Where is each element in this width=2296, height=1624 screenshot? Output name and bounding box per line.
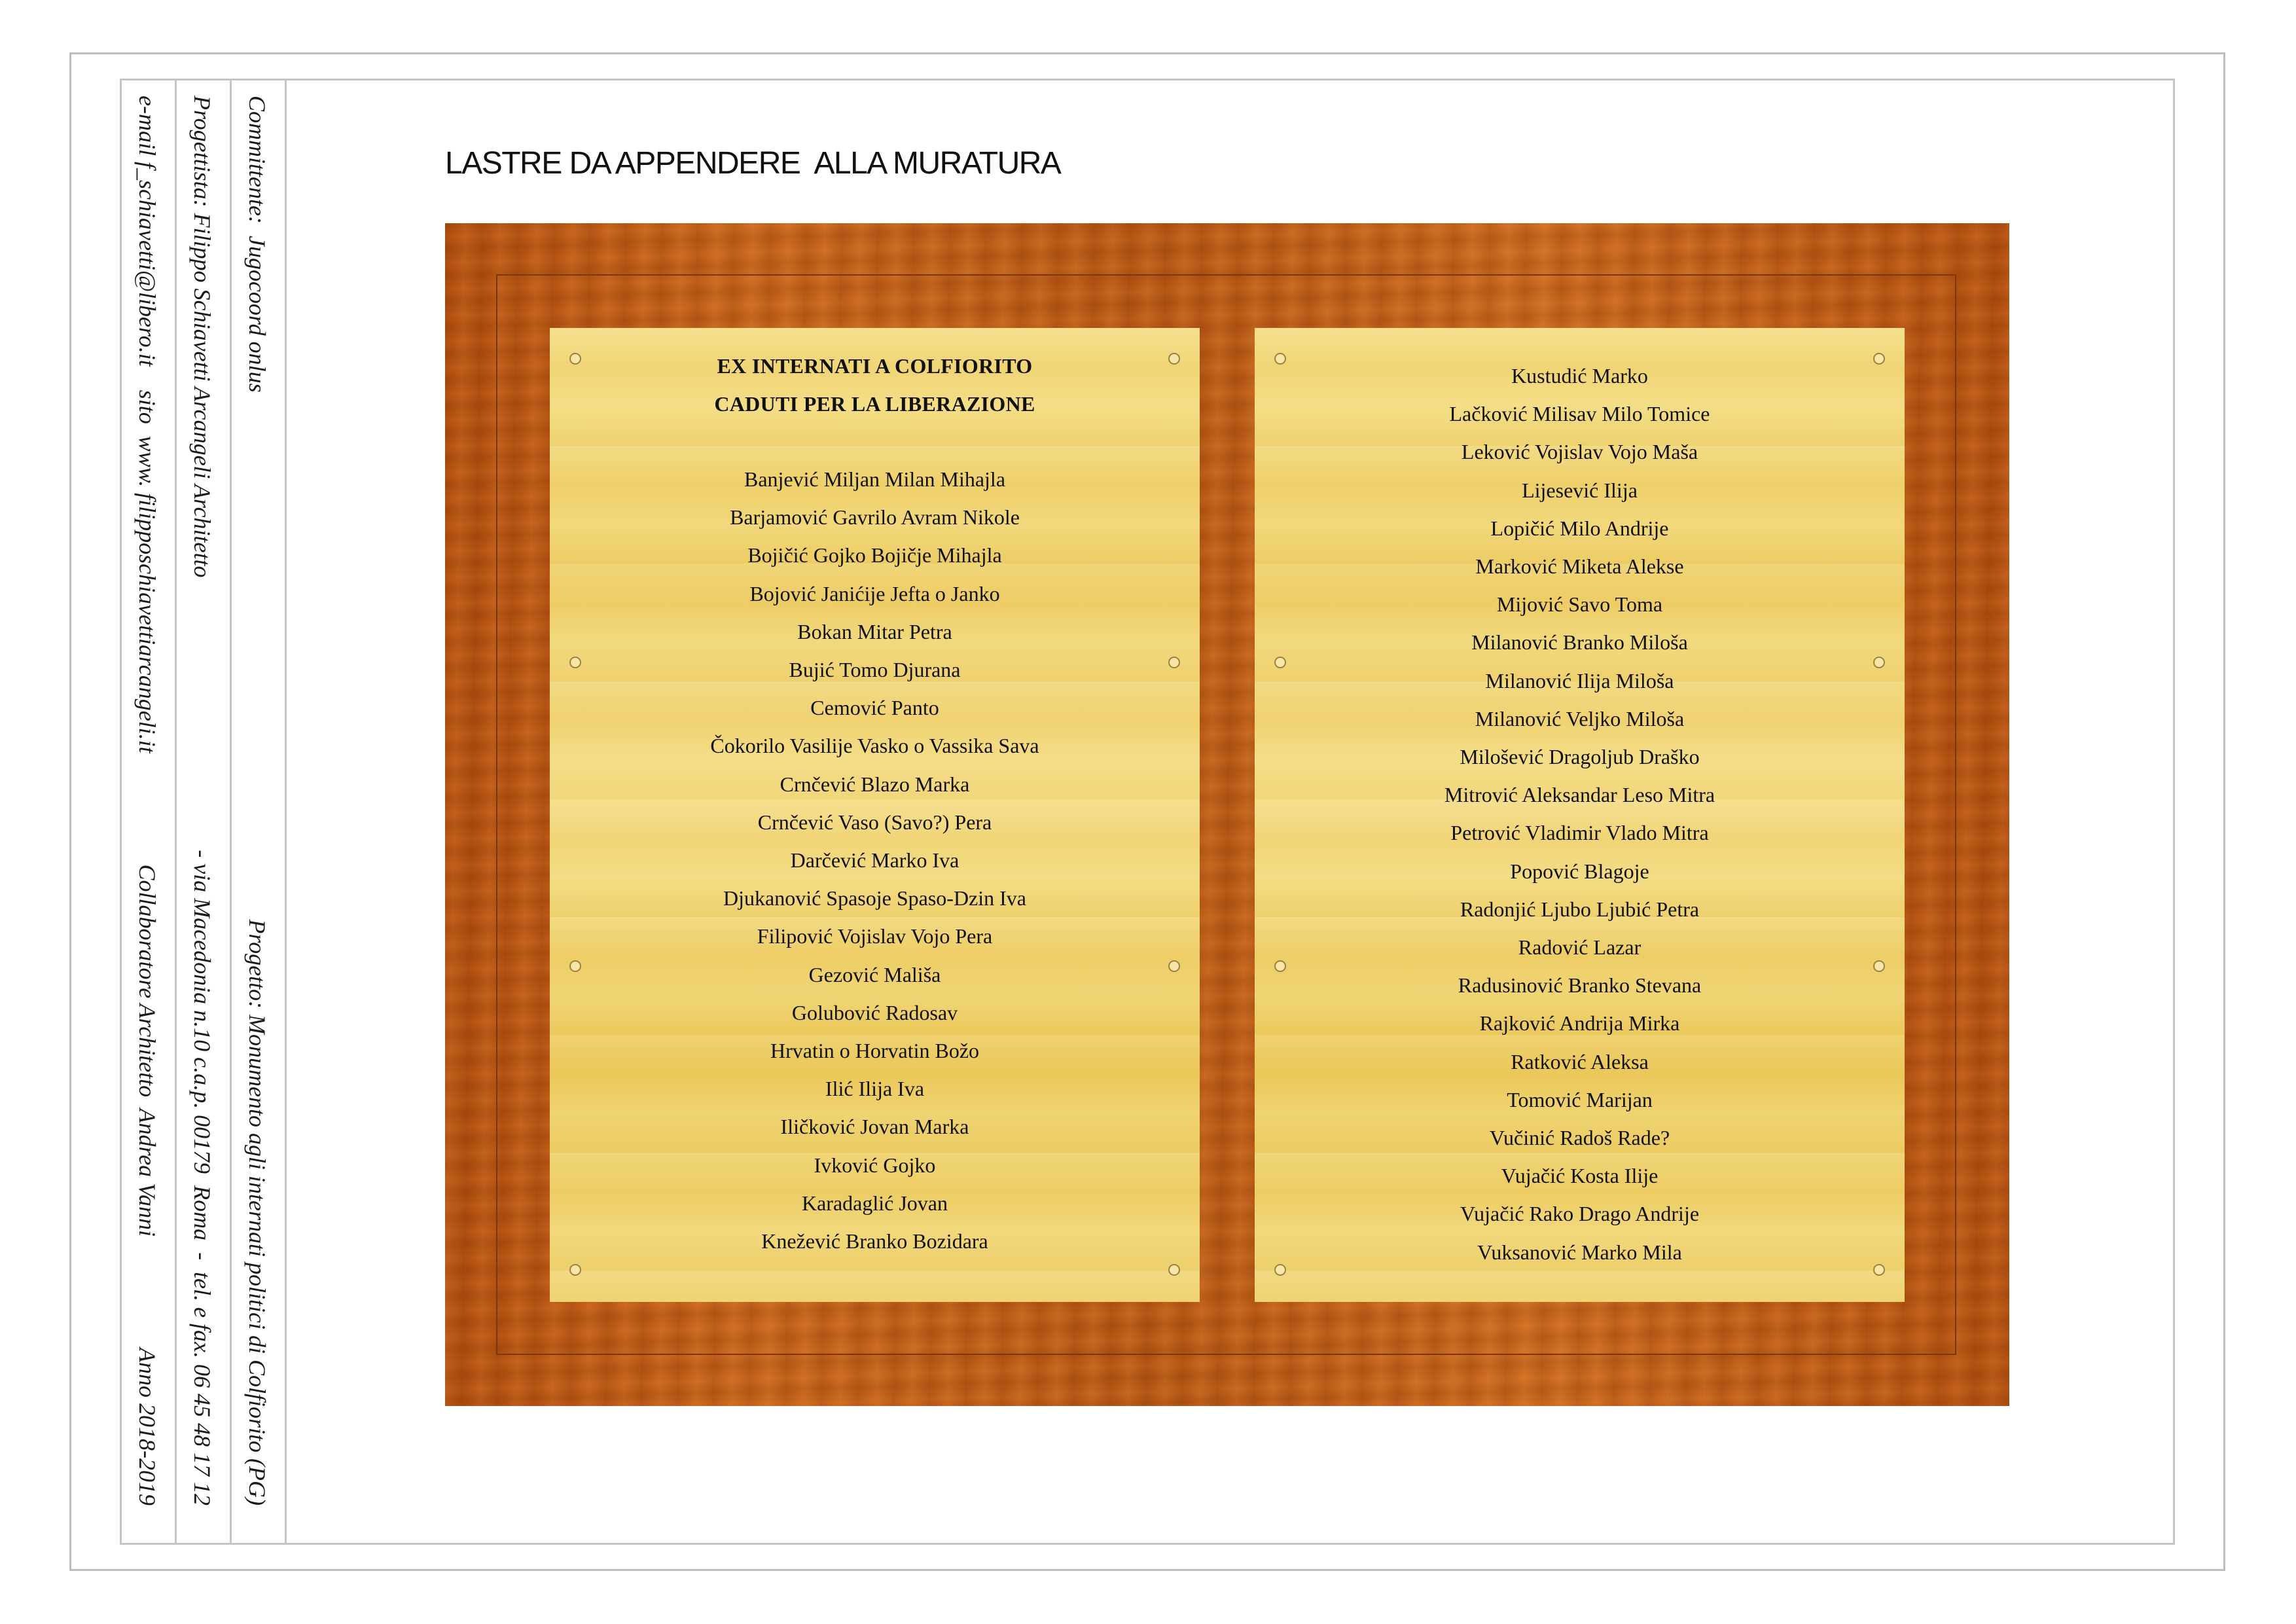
plaque-name: Bokan Mitar Petra [797, 619, 952, 643]
plaque-name: Ilić Ilija Iva [825, 1077, 925, 1101]
plaque-name: Tomović Marijan [1507, 1087, 1653, 1111]
plaque-name: Knežević Branko Bozidara [761, 1229, 988, 1253]
plaque-name: Mitrović Aleksandar Leso Mitra [1444, 783, 1715, 807]
plaque-name: Karadaglić Jovan [801, 1191, 948, 1215]
screw-icon [1873, 1264, 1885, 1276]
plaque-name: Milanović Veljko Miloša [1475, 706, 1685, 731]
plaque-name: Cemović Panto [810, 696, 939, 720]
plaque-left [550, 328, 1200, 1302]
client-text: Committente: Jugocoord onlus [244, 96, 270, 393]
plaque-name: Leković Vojislav Vojo Maša [1461, 440, 1698, 464]
plaque-name: Darčević Marko Iva [790, 848, 960, 872]
screw-icon [1168, 1264, 1180, 1276]
screw-icon [1168, 657, 1180, 668]
plaque-name: Radusinović Branko Stevana [1458, 973, 1702, 998]
screw-icon [569, 657, 581, 668]
title-block-row-client [230, 79, 285, 1545]
plaque-name: Radović Lazar [1518, 935, 1641, 959]
screw-icon [1873, 353, 1885, 365]
plaque-name: Milošević Dragoljub Draško [1460, 745, 1700, 768]
plaque-name: Milanović Ilija Miloša [1485, 668, 1674, 693]
plaque-heading-line-2: CADUTI PER LA LIBERAZIONE [714, 392, 1035, 416]
project-text: Progetto: Monumento agli internati politici di Colfiorito (PG) [244, 919, 270, 1506]
plaque-name: Bujić Tomo Djurana [789, 658, 961, 681]
screw-icon [1873, 657, 1885, 668]
plaque-name: Ivković Gojko [814, 1153, 936, 1177]
plaque-name: Mijović Savo Toma [1496, 592, 1663, 617]
title-block [120, 79, 287, 1545]
plaque-name: Banjević Miljan Milan Mihajla [744, 467, 1006, 491]
plaque-heading-line-1: EX INTERNATI A COLFIORITO [717, 354, 1033, 378]
plaque-name: Milanović Branko Miloša [1471, 630, 1688, 655]
screw-icon [1274, 353, 1286, 365]
plaque-name: Vuksanović Marko Mila [1477, 1240, 1682, 1264]
collaborator-text: Collaboratore Architetto Andrea Vanni [134, 864, 160, 1237]
plaque-name: Lijesević Ilija [1522, 478, 1638, 502]
title-block-row-contacts [120, 79, 175, 1545]
plaque-name: Filipović Vojislav Vojo Pera [757, 924, 993, 948]
designer-text: Progettista: Filippo Schiavetti Arcangeli Architetto [189, 96, 215, 578]
plaque-name: Bojović Janićije Jefta o Janko [749, 581, 1000, 605]
plaque-name: Lopičić Milo Andrije [1490, 516, 1669, 540]
plaque-name: Crnčević Vaso (Savo?) Pera [757, 810, 992, 834]
sheet-title: LASTRE DA APPENDERE ALLA MURATURA [445, 146, 1061, 181]
contacts-text: e-mail f_schiavetti@libero.it sito www. filipposchiavettiarcangeli.it [134, 96, 160, 753]
title-block-row-designer [175, 79, 230, 1545]
screw-icon [1274, 1264, 1286, 1276]
plaque-name: Bojičić Gojko Bojičje Mihajla [747, 543, 1002, 568]
screw-icon [1168, 353, 1180, 365]
plaque-name: Vučinić Radoš Rade? [1489, 1126, 1670, 1149]
plaque-name: Crnčević Blazo Marka [780, 772, 970, 796]
screw-icon [569, 353, 581, 365]
screw-icon [1274, 657, 1286, 668]
plaque-name: Kustudić Marko [1511, 364, 1648, 388]
plaque-name: Radonjić Ljubo Ljubić Petra [1460, 897, 1700, 921]
plaque-name: Petrović Vladimir Vlado Mitra [1450, 821, 1709, 845]
plaque-name: Vujačić Rako Drago Andrije [1460, 1202, 1700, 1226]
plaque-name: Gezović Mališa [808, 962, 941, 986]
screw-icon [569, 960, 581, 972]
wood-panel [445, 223, 2009, 1406]
plaque-name: Čokorilo Vasilije Vasko o Vassika Sava [710, 734, 1039, 758]
screw-icon [1274, 960, 1286, 972]
plaque-name: Hrvatin o Horvatin Božo [770, 1039, 980, 1062]
screw-icon [569, 1264, 581, 1276]
plaque-name: Rajković Andrija Mirka [1479, 1011, 1680, 1036]
screw-icon [1168, 960, 1180, 972]
plaque-name: Marković Miketa Alekse [1475, 554, 1684, 578]
address-text: - via Macedonia n.10 c.a.p. 00179 Roma - tel. e fax. 06 45 48 17 12 [189, 850, 215, 1506]
plaque-right [1255, 328, 1905, 1302]
plaque-name: Vujačić Kosta Ilije [1501, 1164, 1659, 1188]
plaque-name: Lačković Milisav Milo Tomice [1449, 402, 1710, 426]
plaque-name: Golubović Radosav [791, 1000, 958, 1024]
screw-icon [1873, 960, 1885, 972]
plaque-name: Ratković Aleksa [1511, 1049, 1649, 1074]
plaque-name: Barjamović Gavrilo Avram Nikole [730, 505, 1020, 530]
plaque-name: Iličković Jovan Marka [780, 1115, 969, 1139]
plaque-name: Popović Blagoje [1510, 859, 1649, 883]
title-block-divider [285, 79, 287, 1545]
plaque-name: Djukanović Spasoje Spaso-Dzin Iva [723, 886, 1026, 911]
year-text: Anno 2018-2019 [134, 1348, 160, 1506]
